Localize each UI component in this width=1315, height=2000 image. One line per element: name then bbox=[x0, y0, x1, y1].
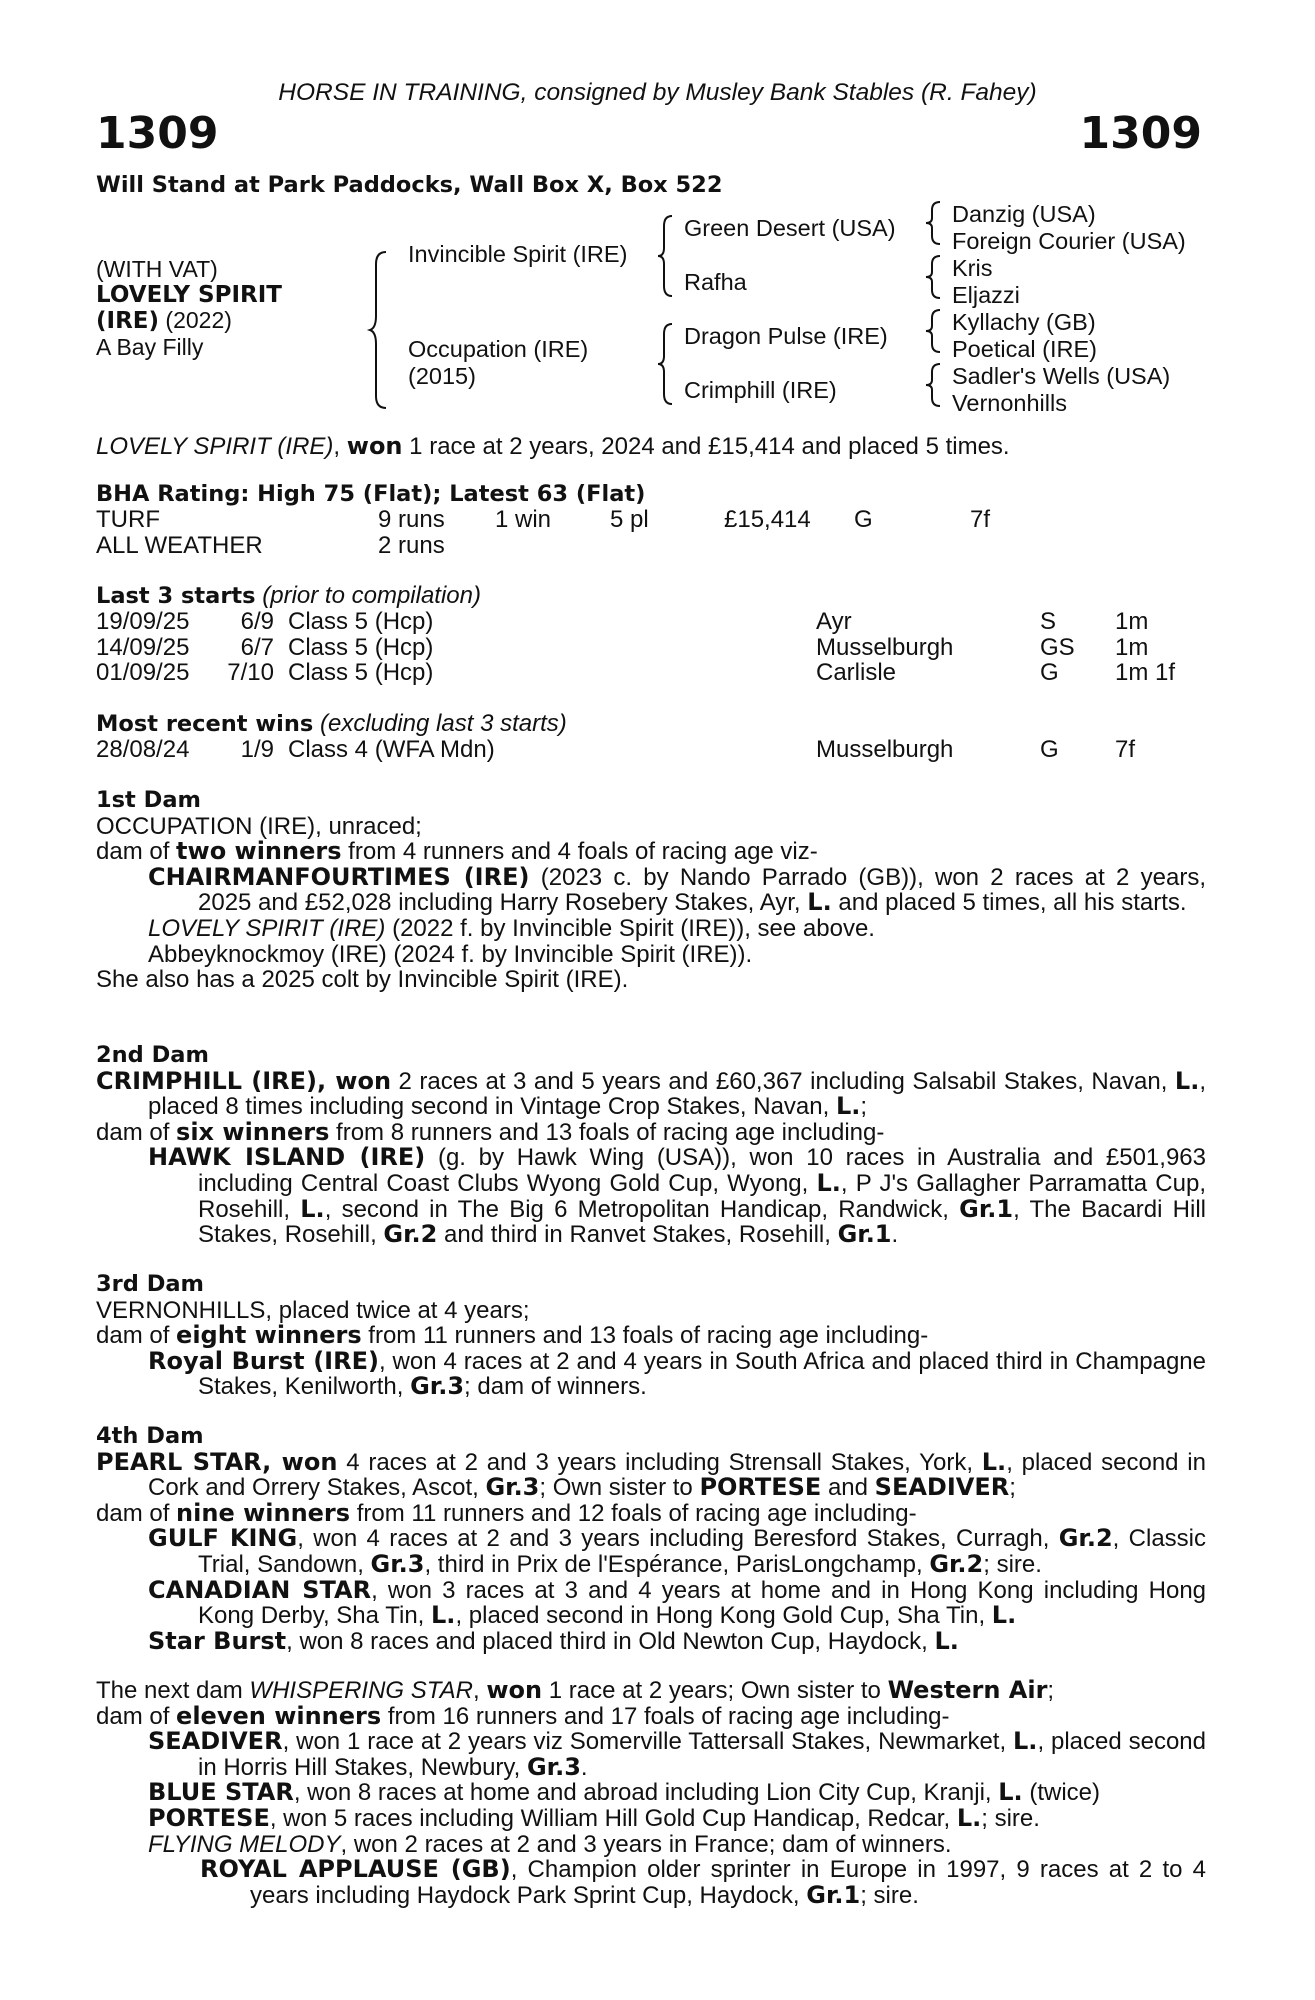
last-starts-heading bbox=[96, 583, 481, 610]
rating-row bbox=[96, 507, 1196, 533]
start-row bbox=[96, 609, 1196, 635]
first-dam-heading: 1st Dam bbox=[96, 787, 201, 813]
second-dam-produce: dam of six winners from 8 runners and 13 foals of racing age including- bbox=[96, 1117, 885, 1146]
fourth-dam-section bbox=[96, 1424, 1206, 1654]
pedigree-brace-g3 bbox=[924, 308, 944, 354]
rating-runs: 9 runs bbox=[378, 506, 445, 533]
recent-wins-table bbox=[96, 737, 1196, 763]
fourth-dam-record: PEARL STAR, won 4 races at 2 and 3 years including Strensall Stakes, York, L., placed second in Cork and Orrery Stakes, Ascot, Gr.3; Own sister to PORTESE and SEADIVER; bbox=[96, 1447, 1206, 1502]
start-course: Musselburgh bbox=[816, 633, 954, 661]
rating-placed: 5 pl bbox=[610, 506, 649, 533]
progeny-entry: BLUE STAR, won 8 races at home and abroad including Lion City Cup, Kranji, L. (twice) bbox=[148, 1778, 1100, 1807]
horse-year: (2022) bbox=[165, 307, 232, 334]
win-distance: 7f bbox=[1115, 736, 1136, 763]
rating-dist: 7f bbox=[970, 506, 991, 533]
progeny-entry: Star Burst, won 8 races and placed third in Old Newton Cup, Haydock, L. bbox=[148, 1626, 959, 1655]
pedigree-sds: Kris bbox=[952, 255, 993, 281]
fourth-dam-produce: dam of nine winners from 11 runners and 12 foals of racing age including- bbox=[96, 1498, 917, 1527]
rating-wins: 1 win bbox=[495, 506, 552, 533]
start-position: 6/7 bbox=[240, 633, 274, 661]
start-class: Class 5 (Hcp) bbox=[288, 633, 434, 661]
progeny-entry: CHAIRMANFOURTIMES (IRE) (2023 c. by Nando Parrado (GB)), won 2 races at 2 years, 2025 and £52,028 including Harry Rosebery Stakes, Ayr, L. and placed 5 times, all his starts. bbox=[148, 862, 1206, 917]
progeny-name: BLUE STAR bbox=[148, 1778, 294, 1807]
third-dam-section bbox=[96, 1272, 1206, 1400]
recent-wins-heading bbox=[96, 711, 567, 738]
last-starts-table bbox=[96, 609, 1196, 686]
win-position: 1/9 bbox=[240, 736, 274, 763]
progeny-entry: Royal Burst (IRE), won 4 races at 2 and 4 years in South Africa and placed third in Champagne Stakes, Kenilworth, Gr.3; dam of winners. bbox=[148, 1346, 1206, 1401]
first-dam-line: OCCUPATION (IRE), unraced; bbox=[96, 812, 422, 840]
winners-count: nine winners bbox=[176, 1498, 351, 1527]
progeny-entry: GULF KING, won 4 races at 2 and 3 years including Beresford Stakes, Curragh, Gr.2, Classic Trial, Sandown, Gr.3, third in Prix de l'Espérance, ParisLongchamp, Gr.2; sire. bbox=[148, 1524, 1207, 1578]
progeny-entry: SEADIVER, won 1 race at 2 years viz Somerville Tattersall Stakes, Newmarket, L., placed second in Horris Hill Stakes, Newbury, Gr.3. bbox=[148, 1727, 1206, 1781]
win-going: G bbox=[1040, 736, 1059, 763]
last-starts-note: (prior to compilation) bbox=[262, 582, 481, 609]
second-dam-heading: 2nd Dam bbox=[96, 1042, 209, 1068]
start-row bbox=[96, 660, 1196, 686]
rating-table bbox=[96, 507, 1196, 558]
winners-count: six winners bbox=[176, 1117, 330, 1146]
pedigree-dds: Sadler's Wells (USA) bbox=[952, 363, 1171, 389]
next-dam-produce: dam of eleven winners from 16 runners and 17 foals of racing age including- bbox=[96, 1701, 950, 1730]
pedigree-sss: Danzig (USA) bbox=[952, 201, 1096, 227]
pedigree-ssd: Foreign Courier (USA) bbox=[952, 228, 1186, 254]
progeny-entry: LOVELY SPIRIT (IRE) (2022 f. by Invincible Spirit (IRE)), see above. bbox=[148, 914, 875, 942]
progeny-entry: HAWK ISLAND (IRE) (g. by Hawk Wing (USA)), won 10 races in Australia and £501,963 including Central Coast Clubs Wyong Gold Cup, Wyong, L., P J's Gallagher Parramatta Cup, Rosehill, L., second in The Big 6 Metropolitan Handicap, Randwick, Gr.1, The Bacardi Hill Stakes, Rosehill, Gr.2 and third in Ranvet Stakes, Rosehill, Gr.1. bbox=[148, 1143, 1207, 1249]
progeny-name: ROYAL APPLAUSE (GB) bbox=[200, 1855, 511, 1884]
pedigree-brace-g4 bbox=[924, 362, 944, 408]
start-going: GS bbox=[1040, 633, 1075, 661]
pedigree-dam-year: (2015) bbox=[408, 363, 476, 389]
second-dam-record: CRIMPHILL (IRE), won 2 races at 3 and 5 years and £60,367 including Salsabil Stakes, Navan, L., placed 8 times including second in Vintage Crop Stakes, Navan, L.; bbox=[96, 1066, 1206, 1121]
lot-number-left: 1309 bbox=[96, 108, 219, 159]
winners-count: two winners bbox=[176, 837, 342, 866]
third-dam-produce: dam of eight winners from 11 runners and 13 foals of racing age including- bbox=[96, 1321, 929, 1350]
progeny-entry: FLYING MELODY, won 2 races at 2 and 3 years in France; dam of winners. bbox=[148, 1830, 952, 1858]
winners-count: eleven winners bbox=[176, 1701, 382, 1730]
race-summary bbox=[96, 434, 1010, 460]
pedigree-brace-main bbox=[368, 250, 390, 410]
pedigree-brace-sire bbox=[656, 214, 676, 298]
summary-won: won bbox=[346, 432, 403, 460]
pedigree-dss: Kyllachy (GB) bbox=[952, 309, 1096, 335]
first-dam-section bbox=[96, 788, 1206, 993]
progeny-name: SEADIVER bbox=[148, 1727, 283, 1756]
start-class: Class 5 (Hcp) bbox=[288, 608, 434, 635]
lot-number-right: 1309 bbox=[1079, 108, 1202, 159]
consignor-line: HORSE IN TRAINING, consigned by Musley Bank Stables (R. Fahey) bbox=[278, 79, 1037, 106]
rating-surface: TURF bbox=[96, 506, 160, 533]
pedigree-sire-sire: Green Desert (USA) bbox=[684, 215, 896, 241]
progeny-name: LOVELY SPIRIT (IRE) bbox=[148, 914, 386, 942]
pedigree-brace-g1 bbox=[924, 200, 944, 246]
pedigree-brace-g2 bbox=[924, 254, 944, 300]
start-date: 14/09/25 bbox=[96, 633, 190, 661]
progeny-entry: CANADIAN STAR, won 3 races at 3 and 4 years at home and in Hong Kong including Hong Kong Derby, Sha Tin, L., placed second in Hong Kong Gold Cup, Sha Tin, L. bbox=[148, 1575, 1207, 1630]
horse-origin bbox=[96, 308, 282, 335]
pedigree-ddd: Vernonhills bbox=[952, 390, 1067, 416]
summary-name: LOVELY SPIRIT (IRE) bbox=[96, 433, 334, 460]
start-going: S bbox=[1040, 608, 1057, 635]
start-course: Ayr bbox=[816, 608, 852, 635]
second-dam-section bbox=[96, 1043, 1206, 1248]
pedigree-sire: Invincible Spirit (IRE) bbox=[408, 241, 628, 267]
start-date: 19/09/25 bbox=[96, 608, 190, 635]
progeny-name: Royal Burst (IRE) bbox=[148, 1346, 379, 1375]
recent-wins-note: (excluding last 3 starts) bbox=[319, 710, 567, 737]
subject-info bbox=[96, 257, 282, 360]
third-dam-heading: 3rd Dam bbox=[96, 1271, 204, 1297]
start-course: Carlisle bbox=[816, 659, 897, 687]
third-dam-record: VERNONHILLS, placed twice at 4 years; bbox=[96, 1296, 530, 1324]
pedigree-sire-dam: Rafha bbox=[684, 269, 747, 295]
rating-row bbox=[96, 533, 1196, 559]
next-dam-section bbox=[96, 1678, 1206, 1908]
pedigree-sdd: Eljazzi bbox=[952, 282, 1020, 308]
start-going: G bbox=[1040, 659, 1059, 687]
horse-name: LOVELY SPIRIT bbox=[96, 281, 282, 308]
progeny-name: CANADIAN STAR bbox=[148, 1575, 372, 1604]
start-date: 01/09/25 bbox=[96, 659, 190, 687]
win-date: 28/08/24 bbox=[96, 736, 190, 763]
winners-count: eight winners bbox=[176, 1321, 362, 1350]
progeny-entry: PORTESE, won 5 races including William Hill Gold Cup Handicap, Redcar, L.; sire. bbox=[148, 1803, 1040, 1832]
vat-note: (WITH VAT) bbox=[96, 256, 218, 282]
fourth-dam-heading: 4th Dam bbox=[96, 1423, 204, 1449]
pedigree-brace-dam bbox=[656, 322, 676, 406]
rating-prize: £15,414 bbox=[724, 506, 811, 533]
rating-going: G bbox=[854, 506, 873, 533]
horse-description: A Bay Filly bbox=[96, 333, 204, 360]
horse-country: (IRE) bbox=[96, 308, 160, 335]
summary-comma: , bbox=[333, 433, 347, 460]
pedigree-dam-sire: Dragon Pulse (IRE) bbox=[684, 323, 888, 349]
start-class: Class 5 (Hcp) bbox=[288, 659, 434, 687]
pedigree-dam-dam: Crimphill (IRE) bbox=[684, 377, 837, 403]
progeny-name: FLYING MELODY bbox=[148, 1830, 341, 1858]
progeny-name: Star Burst bbox=[148, 1626, 287, 1655]
stand-line: Will Stand at Park Paddocks, Wall Box X, Box 522 bbox=[96, 172, 723, 198]
next-dam-record: The next dam WHISPERING STAR, won 1 race at 2 years; Own sister to Western Air; bbox=[96, 1676, 1055, 1704]
progeny-entry: Abbeyknockmoy (IRE) (2024 f. by Invincible Spirit (IRE)). bbox=[148, 940, 753, 968]
progeny-name: GULF KING bbox=[148, 1524, 298, 1553]
pedigree-dam: Occupation (IRE) bbox=[408, 336, 589, 362]
start-position: 7/10 bbox=[227, 659, 274, 687]
recent-wins-title: Most recent wins bbox=[96, 711, 314, 737]
win-course: Musselburgh bbox=[816, 736, 954, 763]
win-class: Class 4 (WFA Mdn) bbox=[288, 736, 495, 763]
win-row bbox=[96, 737, 1196, 763]
progeny-name: PORTESE bbox=[148, 1803, 270, 1832]
progeny-name: CHAIRMANFOURTIMES (IRE) bbox=[148, 862, 530, 891]
start-distance: 1m bbox=[1115, 608, 1149, 635]
bha-rating-heading: BHA Rating: High 75 (Flat); Latest 63 (Flat) bbox=[96, 481, 646, 507]
start-position: 6/9 bbox=[240, 608, 274, 635]
progeny-entry: ROYAL APPLAUSE (GB), Champion older sprinter in Europe in 1997, 9 races at 2 to 4 years including Haydock Park Sprint Cup, Haydock, Gr.1; sire. bbox=[200, 1855, 1206, 1909]
summary-rest: 1 race at 2 years, 2024 and £15,414 and placed 5 times. bbox=[402, 433, 1010, 460]
rating-runs: 2 runs bbox=[378, 531, 445, 559]
last-starts-title: Last 3 starts bbox=[96, 583, 256, 609]
start-row bbox=[96, 635, 1196, 661]
rating-surface: ALL WEATHER bbox=[96, 531, 263, 559]
start-distance: 1m 1f bbox=[1115, 659, 1176, 687]
first-dam-note: She also has a 2025 colt by Invincible Spirit (IRE). bbox=[96, 966, 629, 994]
progeny-name: HAWK ISLAND (IRE) bbox=[148, 1143, 426, 1172]
start-distance: 1m bbox=[1115, 633, 1149, 661]
first-dam-produce: dam of two winners from 4 runners and 4 foals of racing age viz- bbox=[96, 837, 818, 866]
pedigree-dsd: Poetical (IRE) bbox=[952, 336, 1097, 362]
